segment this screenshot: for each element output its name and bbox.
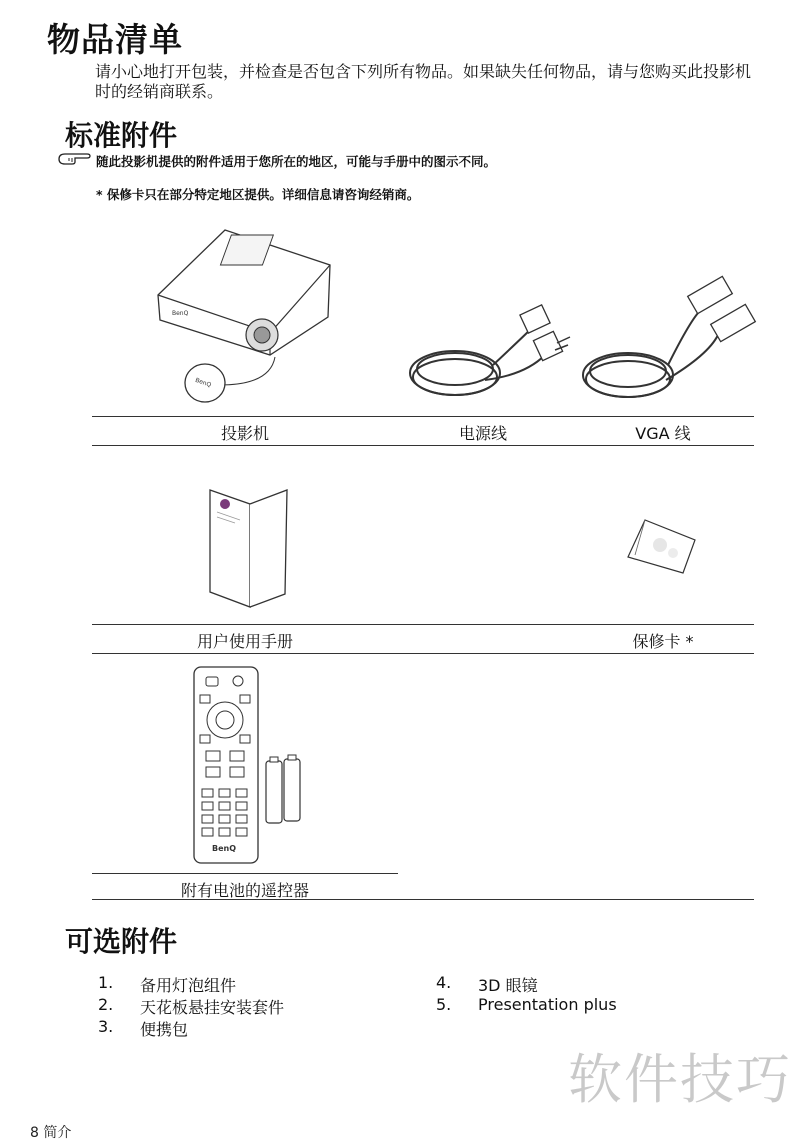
standard-accessories-heading: 标准附件 [65, 119, 178, 152]
user-manual-image [195, 482, 295, 612]
intro-paragraph: 请小心地打开包装，并检查是否包含下列所有物品。如果缺失任何物品，请与您购买此投影机时的经销商联系。 [95, 62, 752, 101]
table-rule [92, 873, 398, 874]
optional-list: 1. 备用灯泡组件 2. 天花板悬挂安装套件 3. 便携包 4. 3D 眼镜 5. Presentation plus [98, 973, 617, 1039]
page-title: 物品清单 [47, 20, 183, 59]
vga-cable-label: VGA 线 [635, 424, 691, 443]
svg-text:BenQ: BenQ [172, 310, 189, 317]
remote-label: 附有电池的遥控器 [180, 881, 309, 900]
batteries-image [264, 755, 304, 827]
svg-text:BenQ: BenQ [194, 376, 212, 389]
pointing-hand-icon [57, 150, 93, 166]
table-rule [92, 445, 754, 446]
projector-label: 投影机 [220, 424, 269, 443]
svg-text:BenQ: BenQ [212, 844, 237, 853]
table-rule [92, 416, 754, 417]
vga-cable-image [578, 275, 763, 410]
remote-control-image [192, 665, 262, 867]
projector-image [150, 225, 340, 410]
regional-note: 随此投影机提供的附件适用于您所在的地区，可能与手册中的图示不同。 [96, 154, 497, 169]
table-rule [92, 899, 754, 900]
optional-accessories-heading: 可选附件 [65, 925, 178, 958]
page-footer: 8 简介 [30, 1125, 72, 1141]
table-rule [92, 624, 754, 625]
watermark: 软件技巧 [568, 1048, 792, 1111]
warranty-card-image [625, 515, 700, 577]
warranty-card-label: 保修卡 * [632, 632, 694, 651]
power-cord-image [405, 295, 575, 405]
user-manual-label: 用户使用手册 [196, 632, 293, 651]
warranty-note: * 保修卡只在部分特定地区提供。详细信息请咨询经销商。 [96, 187, 420, 202]
power-cord-label: 电源线 [458, 424, 507, 443]
table-rule [92, 653, 754, 654]
